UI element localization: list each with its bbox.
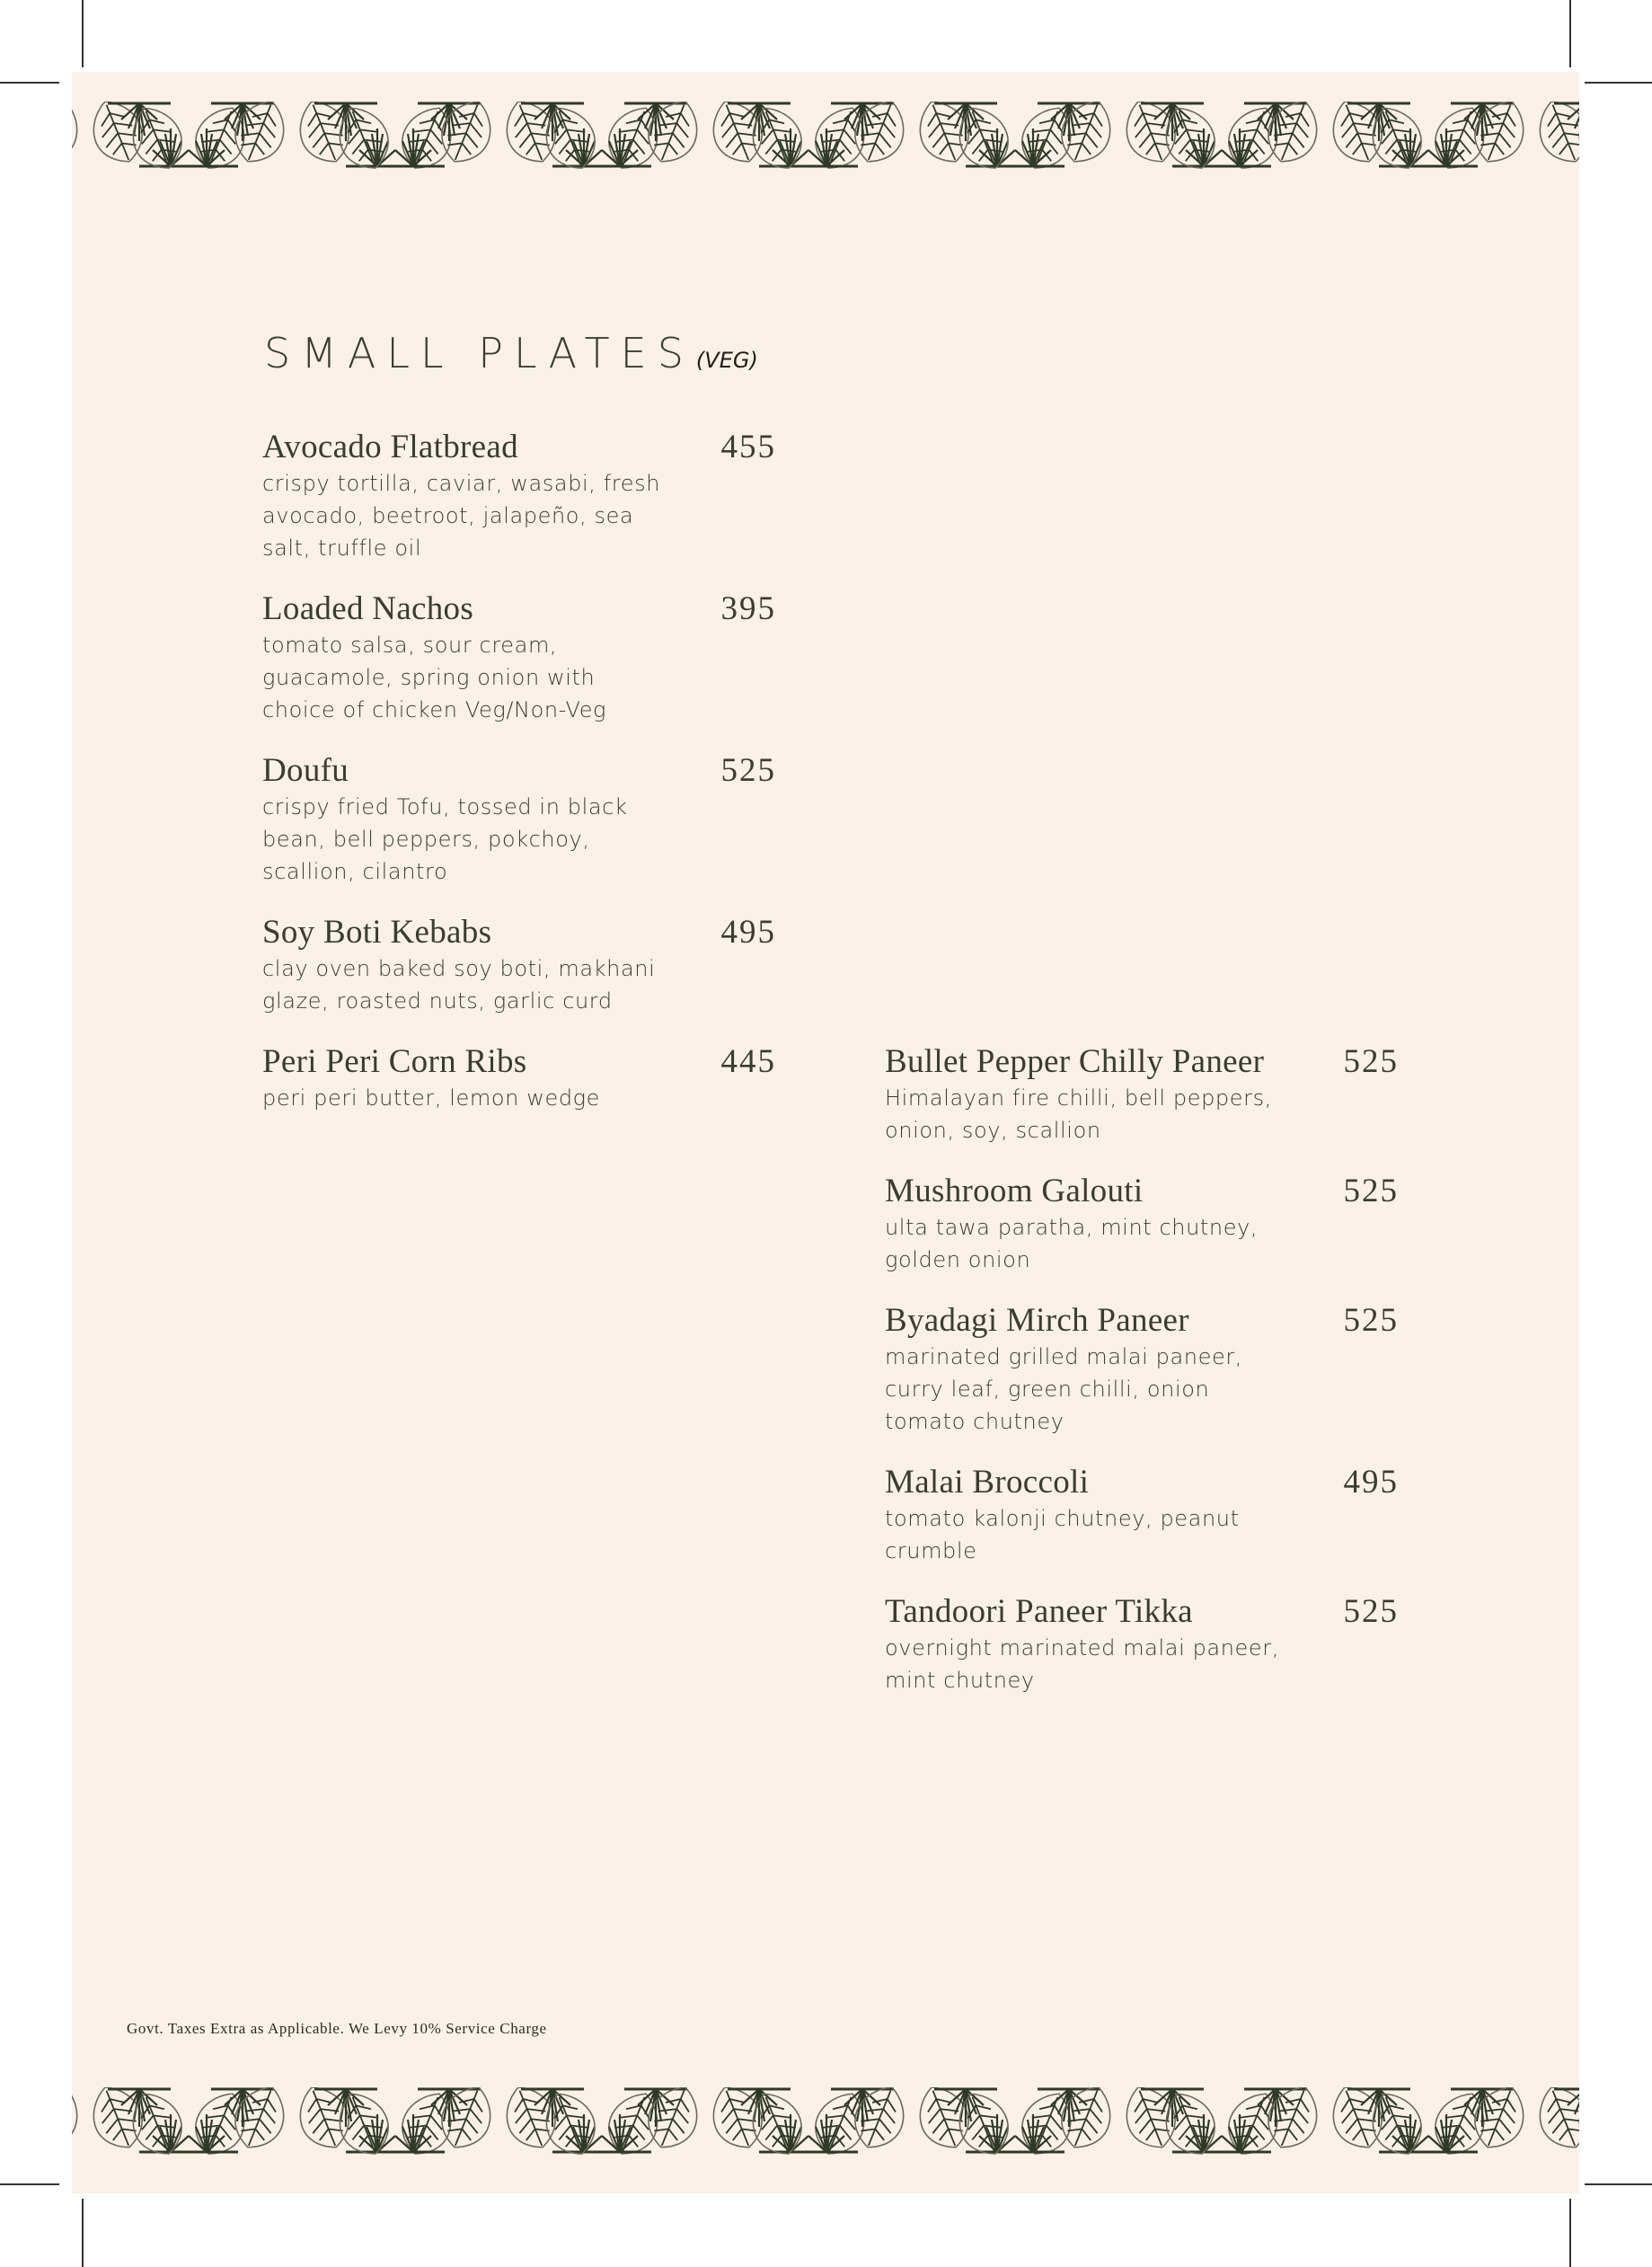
description-line: avocado, beetroot, jalapeño, sea <box>262 503 634 528</box>
menu-column-right <box>885 1042 1399 1722</box>
description-line: glaze, roasted nuts, garlic curd <box>262 988 613 1014</box>
item-description <box>262 1082 776 1114</box>
item-description <box>262 467 776 564</box>
description-line: golden onion <box>885 1247 1031 1272</box>
crop-mark-top-left-horizontal <box>0 82 59 84</box>
menu-page <box>72 72 1579 2193</box>
menu-item <box>262 751 776 888</box>
crop-mark-bottom-right-vertical <box>1569 2199 1571 2267</box>
description-line: peri peri butter, lemon wedge <box>262 1085 601 1111</box>
menu-item <box>885 1592 1399 1696</box>
description-line: crumble <box>885 1538 977 1563</box>
description-line: mint chutney <box>885 1668 1035 1693</box>
description-line: crispy tortilla, caviar, wasabi, fresh <box>262 471 661 496</box>
crop-mark-bottom-left-vertical <box>82 2199 84 2267</box>
item-name: Doufu <box>262 752 349 789</box>
description-line: crispy fried Tofu, tossed in black <box>262 794 628 819</box>
item-name: Peri Peri Corn Ribs <box>262 1043 527 1080</box>
item-price: 525 <box>720 752 776 789</box>
description-line: choice of chicken Veg/Non-Veg <box>262 697 607 722</box>
description-line: overnight marinated malai paneer, <box>885 1635 1279 1660</box>
description-line: guacamole, spring onion with <box>262 665 596 690</box>
item-description <box>262 952 776 1017</box>
description-line: curry leaf, green chilli, onion <box>885 1377 1210 1402</box>
item-name: Bullet Pepper Chilly Paneer <box>885 1043 1265 1080</box>
crop-mark-top-right-horizontal <box>1585 82 1652 84</box>
item-name: Mushroom Galouti <box>885 1173 1144 1209</box>
item-description <box>885 1632 1399 1696</box>
description-line: ulta tawa paratha, mint chutney, <box>885 1215 1259 1240</box>
item-price: 495 <box>720 914 776 951</box>
item-description <box>262 629 776 726</box>
item-description <box>262 791 776 888</box>
item-price: 525 <box>1343 1043 1399 1080</box>
menu-column-left <box>262 428 776 1139</box>
item-price: 525 <box>1343 1593 1399 1630</box>
leaf-ornament-border-bottom-icon <box>72 2087 1579 2156</box>
description-line: tomato kalonji chutney, peanut <box>885 1506 1240 1531</box>
menu-item <box>885 1463 1399 1567</box>
description-line: clay oven baked soy boti, makhani <box>262 956 656 981</box>
item-price: 525 <box>1343 1173 1399 1209</box>
description-line: onion, soy, scallion <box>885 1118 1101 1143</box>
section-heading <box>264 326 758 387</box>
menu-item <box>262 589 776 726</box>
description-line: salt, truffle oil <box>262 536 422 561</box>
item-description <box>885 1341 1399 1438</box>
item-name: Soy Boti Kebabs <box>262 914 492 951</box>
description-line: scallion, cilantro <box>262 859 448 884</box>
item-name: Byadagi Mirch Paneer <box>885 1302 1189 1339</box>
menu-item <box>885 1172 1399 1276</box>
item-name: Tandoori Paneer Tikka <box>885 1593 1193 1630</box>
item-name: Loaded Nachos <box>262 590 474 627</box>
crop-mark-bottom-right-horizontal <box>1585 2183 1652 2185</box>
item-price: 455 <box>720 429 776 465</box>
description-line: Himalayan fire chilli, bell peppers, <box>885 1085 1272 1111</box>
item-description <box>885 1211 1399 1276</box>
veg-tag: (VEG) <box>695 348 758 373</box>
menu-item <box>885 1301 1399 1438</box>
menu-item <box>262 428 776 564</box>
item-price: 395 <box>720 590 776 627</box>
tax-service-note: Govt. Taxes Extra as Applicable. We Levy 10% Service Charge <box>127 2020 547 2037</box>
item-price: 495 <box>1343 1464 1399 1501</box>
item-price: 445 <box>720 1043 776 1080</box>
menu-item <box>885 1042 1399 1147</box>
menu-item <box>262 1042 776 1114</box>
description-line: bean, bell peppers, pokchoy, <box>262 827 590 852</box>
crop-mark-bottom-left-horizontal <box>0 2183 59 2185</box>
item-description <box>885 1502 1399 1567</box>
item-description <box>885 1082 1399 1147</box>
crop-mark-top-left-vertical <box>82 0 84 67</box>
item-name: Avocado Flatbread <box>262 429 518 465</box>
item-price: 525 <box>1343 1302 1399 1339</box>
crop-mark-top-right-vertical <box>1569 0 1571 67</box>
item-name: Malai Broccoli <box>885 1464 1090 1501</box>
description-line: tomato chutney <box>885 1409 1065 1434</box>
description-line: marinated grilled malai paneer, <box>885 1344 1243 1369</box>
section-title: SMALL PLATES <box>264 329 694 377</box>
description-line: tomato salsa, sour cream, <box>262 633 558 658</box>
leaf-ornament-border-top-icon <box>72 102 1579 170</box>
menu-item <box>262 913 776 1017</box>
